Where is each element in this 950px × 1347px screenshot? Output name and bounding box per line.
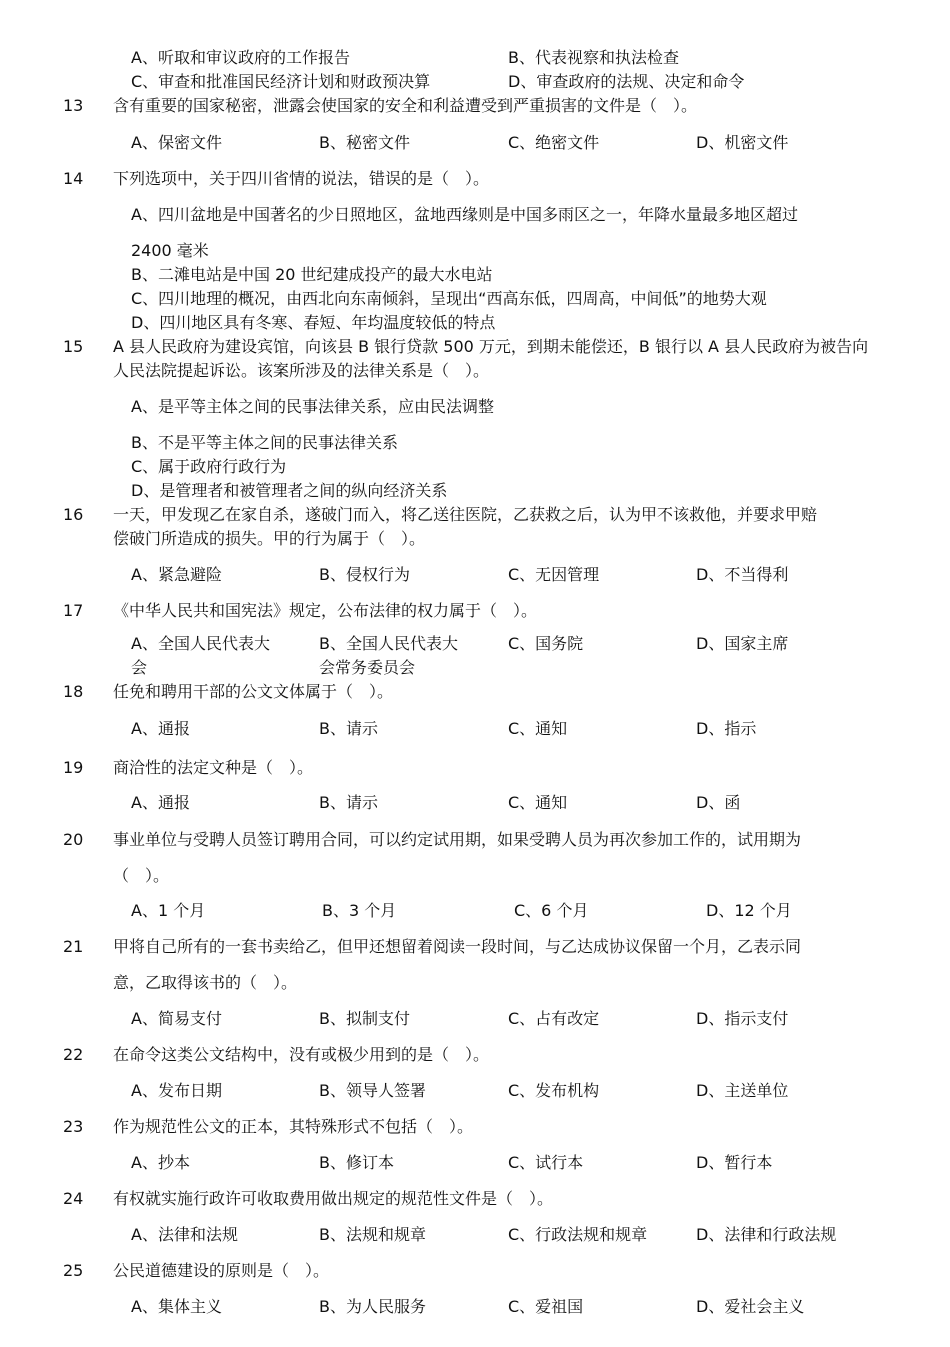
option-d: D、指示支付: [696, 1009, 789, 1028]
option-a: A、简易支付: [131, 1009, 222, 1028]
option-d: D、四川地区具有冬寒、春短、年均温度较低的特点: [131, 313, 496, 332]
option-c: C、行政法规和规章: [508, 1225, 648, 1244]
option-a: A、四川盆地是中国著名的少日照地区，盆地西缘则是中国多雨区之一，年降水量最多地区超过: [131, 205, 798, 224]
question-stem-continued: 人民法院提起诉讼。该案所涉及的法律关系是（ ）。: [113, 361, 490, 380]
option-c: C、发布机构: [508, 1081, 600, 1100]
q12-option-a: A、听取和审议政府的工作报告: [131, 48, 350, 67]
option-b: B、不是平等主体之间的民事法律关系: [131, 433, 398, 452]
question-stem-continued: 偿破门所造成的损失。甲的行为属于（ ）。: [113, 529, 426, 548]
option-b: B、领导人签署: [319, 1081, 426, 1100]
option-b: B、秘密文件: [319, 133, 410, 152]
option-a: A、法律和法规: [131, 1225, 238, 1244]
question-stem: 任免和聘用干部的公文文体属于（ ）。: [113, 682, 394, 701]
option-d: D、是管理者和被管理者之间的纵向经济关系: [131, 481, 448, 500]
question-stem: 《中华人民共和国宪法》规定，公布法律的权力属于（ ）。: [113, 601, 538, 620]
question-number: 14: [63, 169, 84, 188]
option-c: C、试行本: [508, 1153, 584, 1172]
option-a-continued: 会: [131, 658, 148, 677]
option-d: D、12 个月: [706, 901, 792, 920]
option-c: C、国务院: [508, 634, 584, 653]
question-stem: 有权就实施行政许可收取费用做出规定的规范性文件是（ ）。: [113, 1189, 554, 1208]
question-stem: 甲将自己所有的一套书卖给乙，但甲还想留着阅读一段时间，与乙达成协议保留一个月，乙表示同: [113, 937, 802, 956]
question-number: 24: [63, 1189, 84, 1208]
question-number: 13: [63, 96, 84, 115]
question-stem: 在命令这类公文结构中，没有或极少用到的是（ ）。: [113, 1045, 490, 1064]
option-a: A、集体主义: [131, 1297, 222, 1316]
option-c: C、四川地理的概况，由西北向东南倾斜，呈现出“西高东低，四周高，中间低”的地势大观: [131, 289, 767, 308]
question-stem: 事业单位与受聘人员签订聘用合同，可以约定试用期，如果受聘人员为再次参加工作的，试用期为: [113, 830, 802, 849]
option-d: D、国家主席: [696, 634, 789, 653]
option-b: B、3 个月: [322, 901, 397, 920]
option-b: B、法规和规章: [319, 1225, 426, 1244]
option-b-continued: 会常务委员会: [319, 658, 416, 677]
option-c: C、通知: [508, 719, 568, 738]
option-a: A、1 个月: [131, 901, 206, 920]
option-a: A、紧急避险: [131, 565, 222, 584]
option-d: D、爱社会主义: [696, 1297, 805, 1316]
option-a: A、是平等主体之间的民事法律关系，应由民法调整: [131, 397, 494, 416]
option-d: D、主送单位: [696, 1081, 789, 1100]
option-b: B、全国人民代表大: [319, 634, 458, 653]
option-d: D、不当得利: [696, 565, 789, 584]
option-c: C、6 个月: [514, 901, 589, 920]
option-a: A、全国人民代表大: [131, 634, 270, 653]
option-b: B、拟制支付: [319, 1009, 410, 1028]
question-stem-continued: 意，乙取得该书的（ ）。: [113, 973, 298, 992]
q12-option-d: D、审查政府的法规、决定和命令: [508, 72, 745, 91]
option-c: C、占有改定: [508, 1009, 600, 1028]
q12-option-b: B、代表视察和执法检查: [508, 48, 679, 67]
option-b: B、修订本: [319, 1153, 394, 1172]
question-number: 23: [63, 1117, 84, 1136]
option-a: A、发布日期: [131, 1081, 222, 1100]
q12-option-c: C、审查和批准国民经济计划和财政预决算: [131, 72, 431, 91]
question-number: 17: [63, 601, 84, 620]
option-a: A、通报: [131, 793, 190, 812]
option-d: D、函: [696, 793, 741, 812]
option-a: A、通报: [131, 719, 190, 738]
option-a-continued: 2400 毫米: [131, 241, 209, 260]
option-b: B、请示: [319, 793, 378, 812]
option-c: C、属于政府行政行为: [131, 457, 287, 476]
option-c: C、通知: [508, 793, 568, 812]
question-stem-continued: （ ）。: [113, 866, 170, 885]
question-number: 25: [63, 1261, 84, 1280]
option-b: B、二滩电站是中国 20 世纪建成投产的最大水电站: [131, 265, 493, 284]
option-d: D、机密文件: [696, 133, 789, 152]
question-stem: 商洽性的法定文种是（ ）。: [113, 758, 314, 777]
option-a: A、保密文件: [131, 133, 222, 152]
question-number: 20: [63, 830, 84, 849]
option-a: A、抄本: [131, 1153, 190, 1172]
question-stem: A 县人民政府为建设宾馆，向该县 B 银行贷款 500 万元，到期未能偿还，B 银行以 A 县人民政府为被告向: [113, 337, 869, 356]
option-d: D、法律和行政法规: [696, 1225, 837, 1244]
question-number: 16: [63, 505, 84, 524]
question-stem: 含有重要的国家秘密，泄露会使国家的安全和利益遭受到严重损害的文件是（ ）。: [113, 96, 698, 115]
question-stem: 下列选项中，关于四川省情的说法，错误的是（ ）。: [113, 169, 490, 188]
option-d: D、指示: [696, 719, 757, 738]
question-number: 21: [63, 937, 84, 956]
question-number: 22: [63, 1045, 84, 1064]
option-d: D、暂行本: [696, 1153, 773, 1172]
option-b: B、请示: [319, 719, 378, 738]
question-number: 18: [63, 682, 84, 701]
question-stem: 公民道德建设的原则是（ ）。: [113, 1261, 330, 1280]
question-stem: 作为规范性公文的正本，其特殊形式不包括（ ）。: [113, 1117, 474, 1136]
question-stem: 一天，甲发现乙在家自杀，遂破门而入，将乙送往医院，乙获救之后，认为甲不该救他，并要求甲赔: [113, 505, 818, 524]
option-c: C、绝密文件: [508, 133, 600, 152]
option-b: B、侵权行为: [319, 565, 410, 584]
question-number: 15: [63, 337, 84, 356]
option-c: C、爱祖国: [508, 1297, 584, 1316]
option-b: B、为人民服务: [319, 1297, 426, 1316]
question-number: 19: [63, 758, 84, 777]
option-c: C、无因管理: [508, 565, 600, 584]
